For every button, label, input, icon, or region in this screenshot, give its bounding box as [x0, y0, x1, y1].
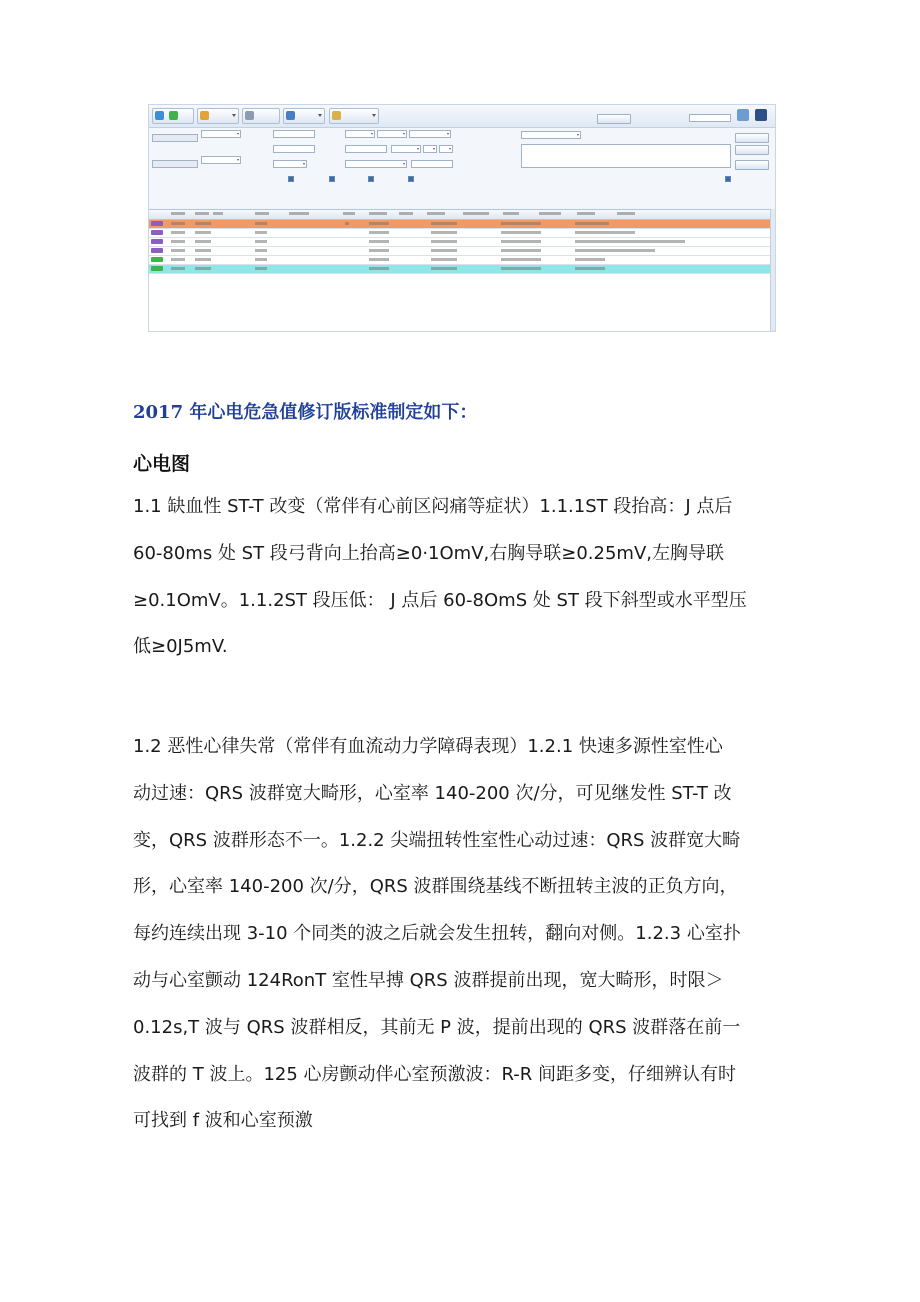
form-field [273, 145, 315, 153]
table-cell [575, 249, 655, 252]
form-select [521, 131, 581, 139]
table-cell [171, 258, 185, 261]
filter-checkbox [288, 176, 294, 182]
header-cell [255, 212, 269, 215]
green-status-icon [169, 111, 178, 120]
table-cell [431, 258, 457, 261]
header-cell [369, 212, 387, 215]
table-cell [255, 222, 267, 225]
paragraph-line: 动与心室颤动 124RonT 室性早搏 QRS 波群提前出现，宽大畸形，时限＞ [133, 969, 724, 991]
paragraph-line: 可找到 f 波和心室预激 [133, 1110, 313, 1132]
ecg-software-screenshot [148, 104, 776, 332]
form-select [201, 156, 241, 164]
header-cell [617, 212, 635, 215]
form-select [439, 145, 453, 153]
form-button [735, 133, 769, 143]
paragraph-line: 动过速：QRS 波群宽大畸形，心室率 140-200 次/分，可见继发性 ST-T 改 [133, 782, 732, 804]
form-select [391, 145, 421, 153]
table-cell [255, 258, 267, 261]
paragraph-line: 变，QRS 波群形态不一。1.2.2 尖端扭转性室性心动过速：QRS 波群宽大畸 [133, 829, 741, 851]
header-cell [213, 212, 223, 215]
table-cell [195, 258, 211, 261]
table-cell [369, 222, 389, 225]
app-logo-icon [155, 111, 164, 120]
exit-icon [755, 109, 767, 121]
table-cell [195, 222, 211, 225]
edit-icon [286, 111, 295, 120]
section-heading: 2017 年心电危急值修订版标准制定如下： [133, 402, 478, 423]
row-tag [151, 266, 163, 271]
header-cell [171, 212, 185, 215]
paragraph-line: 1.1 缺血性 ST-T 改变（常伴有心前区闷痛等症状）1.1.1ST 段抬高：J 点后 [133, 496, 733, 517]
row-tag [151, 248, 163, 253]
paragraph-line: ≥0.1OmV。1.1.2ST 段压低： J 点后 60-8OmS 处 ST 段下斜型或水平型压 [133, 589, 747, 611]
table-row [149, 256, 771, 265]
table-cell [369, 267, 389, 270]
table-cell [575, 222, 609, 225]
table-cell [501, 258, 541, 261]
form-memo [521, 144, 731, 168]
form-select [409, 130, 451, 138]
header-cell [539, 212, 561, 215]
form-field [411, 160, 453, 168]
table-row [149, 220, 771, 229]
table-cell [431, 222, 457, 225]
row-tag [151, 230, 163, 235]
table-cell [369, 258, 389, 261]
chevron-down-icon [372, 114, 376, 117]
app-logo-button [152, 108, 194, 124]
table-cell [369, 240, 389, 243]
table-cell [255, 249, 267, 252]
header-cell [427, 212, 445, 215]
table-cell [575, 258, 605, 261]
table-cell [575, 231, 635, 234]
form-field [152, 134, 198, 142]
doctor-icon [200, 111, 209, 120]
form-field [273, 130, 315, 138]
form-select [377, 130, 407, 138]
table-cell [431, 231, 457, 234]
paragraph-line: 60-80ms 处 ST 段弓背向上抬高≥0·1OmV,右胸导联≥0.25mV,左胸导联 [133, 542, 724, 564]
table-header [149, 210, 771, 220]
paragraph-line: 每约连续出现 3-10 个同类的波之后就会发生扭转，翻向对侧。1.2.3 心室扑 [133, 923, 741, 945]
paragraph-line: 0.12s,T 波与 QRS 波群相反，其前无 P 波，提前出现的 QRS 波群落在前一 [133, 1016, 741, 1038]
query-button [242, 108, 280, 124]
table-cell [575, 267, 605, 270]
paragraph-line: 波群的 T 波上。125 心房颤动伴心室预激波：R-R 间距多变，仔细辨认有时 [133, 1063, 737, 1085]
table-row [149, 265, 771, 274]
table-cell [171, 267, 185, 270]
paragraph-ischemic-st-t [133, 484, 793, 671]
table-cell [255, 267, 267, 270]
header-cell [195, 212, 209, 215]
table-row [149, 247, 771, 256]
form-select [345, 130, 375, 138]
edit-menu-button [283, 108, 325, 124]
table-cell [431, 240, 457, 243]
header-cell [399, 212, 413, 215]
table-row [149, 229, 771, 238]
table-cell [369, 249, 389, 252]
filter-checkbox [329, 176, 335, 182]
table-cell [255, 231, 267, 234]
table-cell [501, 222, 541, 225]
table-row [149, 238, 771, 247]
table-cell [195, 267, 211, 270]
table-cell [369, 231, 389, 234]
table-cell [195, 249, 211, 252]
filter-checkbox [408, 176, 414, 182]
chevron-down-icon [232, 114, 236, 117]
row-tag [151, 239, 163, 244]
header-cell [577, 212, 595, 215]
row-tag [151, 221, 163, 226]
form-field [689, 114, 731, 122]
table-cell [345, 222, 349, 225]
table-cell [171, 240, 185, 243]
table-cell [501, 249, 541, 252]
paragraph-malignant-arrhythmia [133, 724, 793, 1145]
header-cell [343, 212, 355, 215]
table-cell [501, 231, 541, 234]
table-cell [431, 249, 457, 252]
header-cell [503, 212, 519, 215]
header-cell [463, 212, 489, 215]
form-button [597, 114, 631, 124]
form-button [735, 145, 769, 155]
header-cell [289, 212, 309, 215]
table-cell [575, 240, 685, 243]
data-management-button [329, 108, 379, 124]
subsection-heading: 心电图 [133, 453, 191, 475]
table-cell [171, 231, 185, 234]
table-cell [195, 240, 211, 243]
form-field [345, 145, 387, 153]
table-cell [501, 240, 541, 243]
form-select [423, 145, 437, 153]
table-cell [195, 231, 211, 234]
form-select [273, 160, 307, 168]
search-icon [245, 111, 254, 120]
table-cell [171, 222, 185, 225]
settings-icon [737, 109, 749, 121]
form-select [201, 130, 241, 138]
form-select [345, 160, 407, 168]
row-tag [151, 257, 163, 262]
table-cell [431, 267, 457, 270]
table-cell [255, 240, 267, 243]
paragraph-line: 形，心室率 140-200 次/分，QRS 波群围绕基线不断扭转主波的正负方向， [133, 876, 738, 898]
chevron-down-icon [318, 114, 322, 117]
form-button [735, 160, 769, 170]
doctor-menu-button [197, 108, 239, 124]
paragraph-line: 低≥0J5mV. [133, 636, 228, 658]
screenshot-record-table [149, 209, 771, 332]
screenshot-toolbar [149, 105, 775, 128]
folder-icon [332, 111, 341, 120]
paragraph-line: 1.2 恶性心律失常（常伴有血流动力学障碍表现）1.2.1 快速多源性室性心 [133, 736, 723, 757]
filter-checkbox [725, 176, 731, 182]
table-scrollbar [770, 209, 775, 331]
table-cell [501, 267, 541, 270]
table-cell [171, 249, 185, 252]
form-field [152, 160, 198, 168]
filter-checkbox [368, 176, 374, 182]
screenshot-filter-form [149, 128, 775, 208]
